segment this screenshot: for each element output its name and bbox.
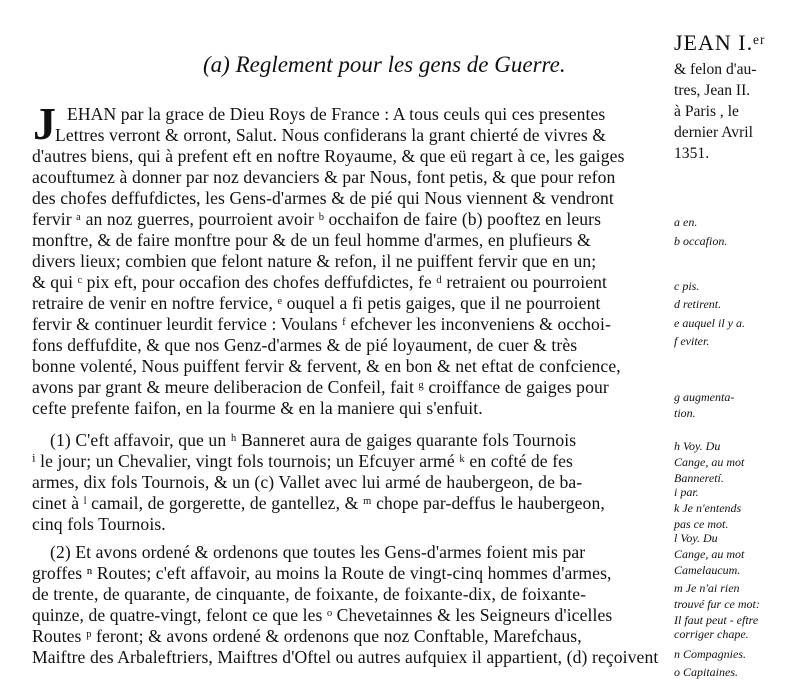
margin-note: m Je n'ai rien: [674, 581, 740, 595]
margin-note: d retirent.: [674, 297, 722, 311]
text-line: monftre, & de faire monftre pour & de un feul homme d'armes, en plufieurs &: [32, 230, 591, 250]
text-line: divers lieux; combien que felont nature & refon, il ne puiffent fervir que en un;: [32, 251, 597, 271]
margin-note: f eviter.: [674, 334, 710, 348]
margin-summary-line: tres, Jean II.: [674, 82, 751, 99]
text-line: fervir ᵃ an noz guerres, pourroient avoir ᵇ occhaifon de faire (b) pooftez en leurs: [32, 209, 602, 229]
margin-note: a en.: [674, 215, 698, 229]
margin-note: pas ce mot.: [674, 517, 729, 531]
text-line: armes, dix fols Tournois, & un (c) Vallet avec lui armé de haubergeon, de ba-: [32, 472, 583, 492]
margin-note: k Je n'entends: [674, 501, 742, 515]
margin-note: g augmenta-: [674, 390, 735, 404]
text-line: retraire de venir en noftre fervice, ᵉ ouquel a fi petis gaiges, que il ne pourroient: [32, 293, 601, 313]
margin-note: Cange, au mot: [674, 547, 745, 561]
text-line: quinze, de quatre-vingt, felont ce que les ᵒ Chevetainnes & les Seigneurs d'icelles: [32, 605, 613, 625]
margin-title: JEAN I.ᵉʳ: [674, 30, 766, 55]
margin-note: Il faut peut - eftre: [674, 613, 759, 627]
text-line: fervir & continuer leurdit fervice : Voulans ᶠ efchever les inconveniens & occhoi-: [32, 314, 611, 334]
text-line: & qui ᶜ pix eft, pour occafion des chofes deffufdictes, fe ᵈ retraient ou pourroient: [32, 272, 607, 292]
margin-note: Banneretí.: [674, 471, 724, 485]
text-line: cinet à ˡ camail, de gorgerette, de gantellez, & ᵐ chope par-deffus le haubergeon,: [32, 493, 605, 513]
margin-summary-line: & felon d'au-: [674, 61, 757, 78]
text-line: bonne volenté, Nous puiffent fervir & fervent, & en bon & net eftat de confcience,: [32, 356, 621, 376]
margin-note: c pis.: [674, 279, 700, 293]
text-line: de trente, de quarante, de cinquante, de foixante, de foixante-dix, de foixante-: [32, 584, 587, 604]
text-line: (1) C'eft affavoir, que un ʰ Banneret aura de gaiges quarante fols Tournois: [50, 430, 577, 450]
text-line: cefte prefente faifon, en la fourme & en la maniere qui s'enfuit.: [32, 398, 483, 418]
margin-summary-line: dernier Avril: [674, 124, 753, 141]
margin-note: o Capitaines.: [674, 665, 739, 679]
section-heading: (a) Reglement pour les gens de Guerre.: [203, 52, 566, 77]
margin-note: tion.: [674, 406, 696, 420]
text-line: Lettres verront & orront, Salut. Nous confiderans la grant chierté de vivres &: [55, 125, 607, 145]
text-line: groffes ⁿ Routes; c'eft affavoir, au moins la Route de vingt-cinq hommes d'armes,: [32, 563, 612, 583]
text-line: cinq fols Tournois.: [32, 514, 166, 534]
margin-summary-line: à Paris , le: [674, 103, 739, 120]
text-line: Maiftre des Arbaleftriers, Maiftres d'Oftel ou autres aufquiex il appartient, (d) reçoivent: [32, 647, 659, 667]
text-line: acouftumez à donner par noz devanciers & par Nous, font petis, & que pour refon: [32, 167, 616, 187]
text-line: des chofes deffufdictes, les Gens-d'armes & de pié qui Nous viennent & vendront: [32, 188, 614, 208]
margin-note: e auquel il y a.: [674, 316, 745, 330]
margin-note: h Voy. Du: [674, 439, 721, 453]
margin-note: Cange, au mot: [674, 455, 745, 469]
margin-note: l Voy. Du: [674, 531, 718, 545]
text-line: EHAN par la grace de Dieu Roys de France : A tous ceuls qui ces presentes: [67, 104, 606, 124]
text-line: (2) Et avons ordené & ordenons que toutes les Gens-d'armes foient mis par: [50, 542, 586, 562]
margin-note: corriger chape.: [674, 627, 749, 641]
margin-note: trouvé fur ce mot:: [674, 597, 760, 611]
drop-cap: J: [33, 98, 56, 149]
text-line: ⁱ le jour; un Chevalier, vingt fols tournois; un Efcuyer armé ᵏ en cofté de fes: [32, 451, 574, 471]
margin-summary-line: 1351.: [674, 145, 710, 162]
margin-note: b occafion.: [674, 234, 728, 248]
text-line: avons par grant & meure deliberacion de Confeil, fait ᵍ croiffance de gaiges pour: [32, 377, 609, 397]
text-line: d'autres biens, qui à prefent eft en noftre Royaume, & que eü regart à ce, les gaiges: [32, 146, 625, 166]
margin-note: n Compagnies.: [674, 647, 746, 661]
text-line: Routes ᵖ feront; & avons ordené & ordenons que noz Conftable, Marefchaus,: [32, 626, 582, 646]
margin-note: i par.: [674, 485, 699, 499]
margin-note: Camelaucum.: [674, 563, 741, 577]
text-line: fons deffufdite, & que nos Genz-d'armes & de pié loyaument, de cuer & très: [32, 335, 578, 355]
